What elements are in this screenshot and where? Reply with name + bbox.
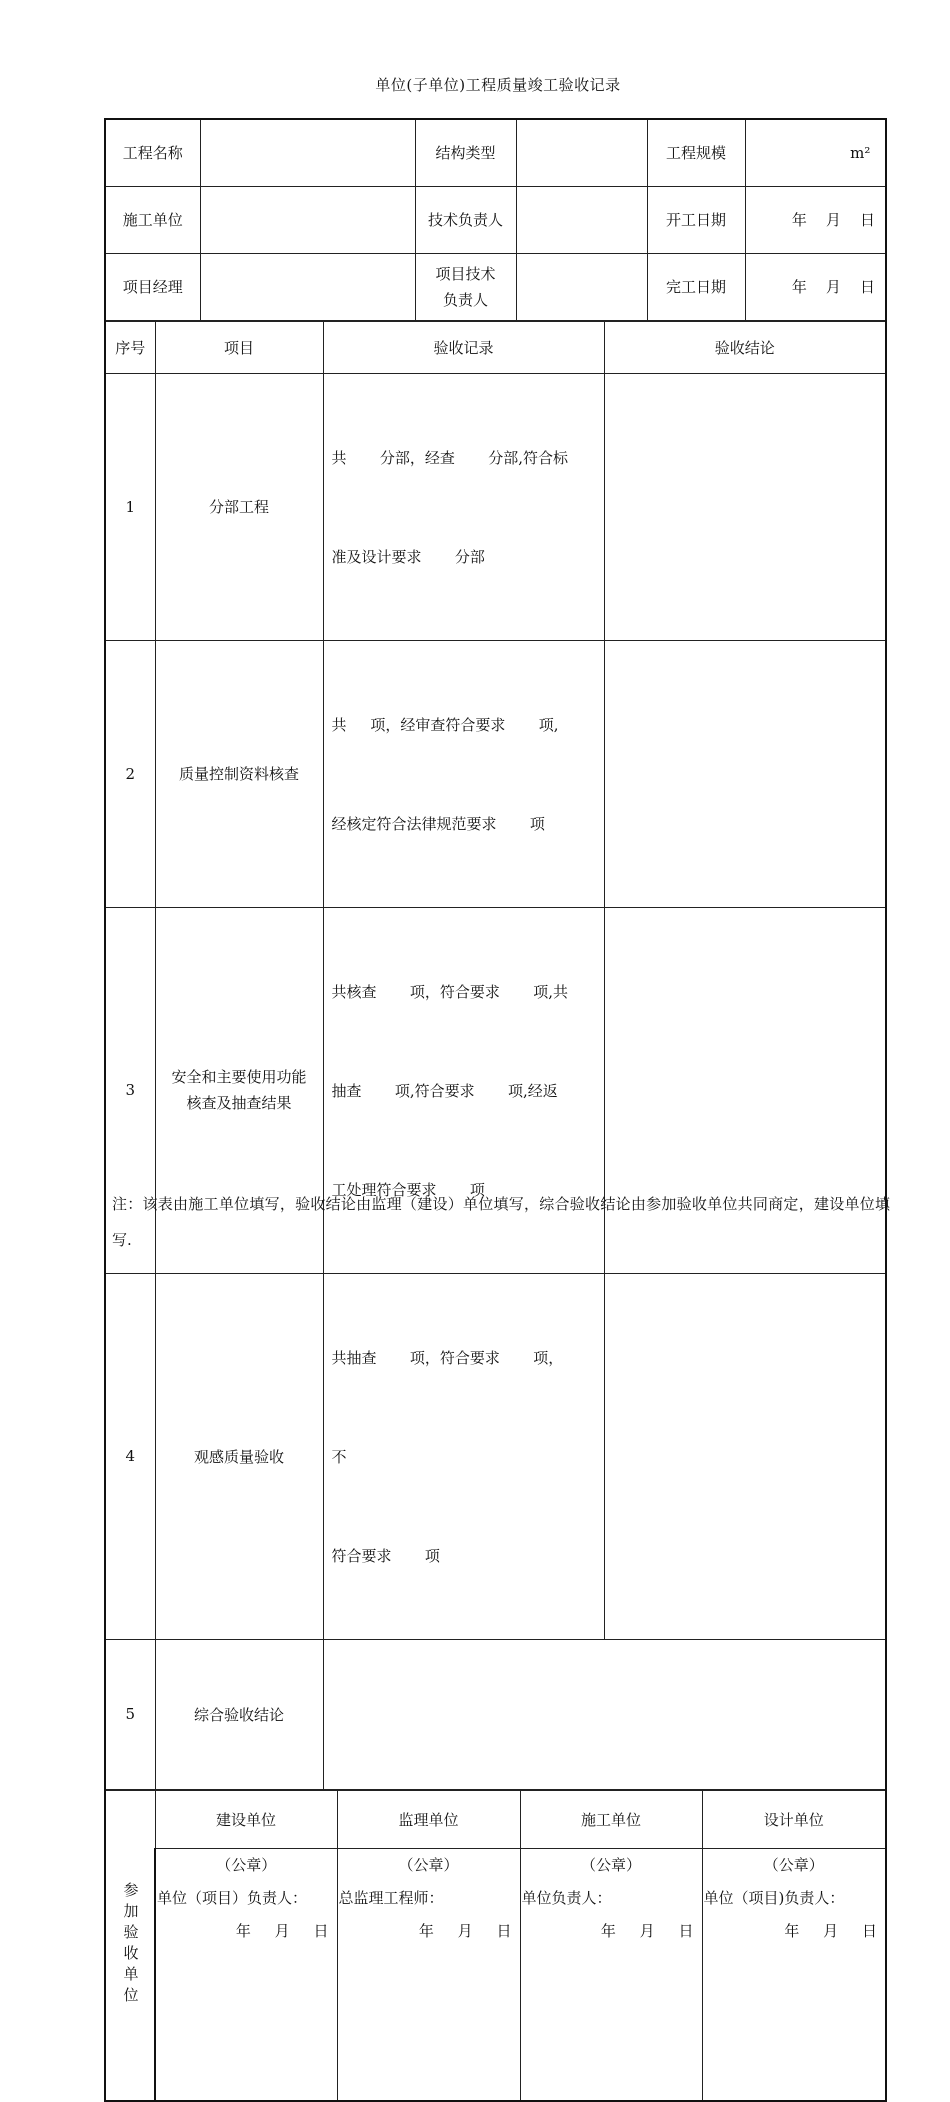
item-name: 质量控制资料核查 (155, 640, 323, 907)
tech-lead-field[interactable] (516, 186, 647, 253)
row-number: 1 (105, 373, 155, 640)
seal-label: （公章） (338, 1849, 520, 1882)
record-line: 经核定符合法律规范要求 项 (332, 808, 596, 841)
header-item: 项目 (155, 321, 323, 373)
row-number: 3 (105, 907, 155, 1273)
participants-label: 参加验收单位 (123, 1882, 138, 2008)
seal-label: （公章） (521, 1849, 702, 1882)
row-number: 4 (105, 1273, 155, 1639)
sign-date: 年 月 日 (338, 1915, 520, 1948)
contractor-field[interactable] (200, 186, 415, 253)
sign-date: 年 月 日 (521, 1915, 702, 1948)
unit-name: 监理单位 (337, 1790, 520, 1848)
item-name: 分部工程 (155, 373, 323, 640)
acceptance-items-table (104, 321, 887, 1790)
tech-lead-label: 技术负责人 (415, 186, 516, 253)
table-row (105, 373, 886, 640)
responsible-person-label: 单位负责人： (521, 1882, 702, 1915)
row-number: 5 (105, 1639, 155, 1789)
acceptance-form (104, 118, 885, 2102)
table-row (105, 1639, 886, 1789)
item-name: 观感质量验收 (155, 1273, 323, 1639)
overall-conclusion-cell[interactable] (323, 1639, 886, 1789)
conclusion-cell[interactable] (604, 640, 886, 907)
record-line: 共 项，经审查符合要求 项, (332, 709, 596, 742)
table-row (105, 640, 886, 907)
start-date-value: 年 月 日 (792, 211, 875, 229)
finish-date-field[interactable] (745, 253, 886, 320)
record-line: 共核查 项，符合要求 项,共 (332, 976, 596, 1009)
structure-type-label: 结构类型 (415, 119, 516, 186)
project-manager-label: 项目经理 (105, 253, 200, 320)
participants-table (104, 1790, 887, 2102)
seal-label: （公章） (156, 1849, 337, 1882)
responsible-person-label: 总监理工程师： (338, 1882, 520, 1915)
table-row (105, 1273, 886, 1639)
record-line: 准及设计要求 分部 (332, 541, 596, 574)
record-line: 共 分部，经查 分部,符合标 (332, 442, 596, 475)
project-scale-field[interactable] (745, 119, 886, 186)
signature-cell-designer[interactable] (702, 1848, 886, 2101)
item-name-line2: 核查及抽查结果 (156, 1090, 323, 1116)
record-cell[interactable] (323, 1273, 604, 1639)
row-number: 2 (105, 640, 155, 907)
structure-type-field[interactable] (516, 119, 647, 186)
record-cell[interactable] (323, 373, 604, 640)
record-line: 不 (332, 1441, 596, 1474)
record-line: 抽查 项,符合要求 项,经返 (332, 1075, 596, 1108)
finish-date-label: 完工日期 (647, 253, 745, 320)
sign-date: 年 月 日 (156, 1915, 337, 1948)
project-tech-lead-label (415, 253, 516, 320)
record-cell[interactable] (323, 640, 604, 907)
unit-name: 设计单位 (702, 1790, 886, 1848)
project-tech-lead-label-line1: 项目技术 (416, 261, 516, 287)
responsible-person-label: 单位（项目）负责人： (156, 1882, 337, 1915)
project-tech-lead-field[interactable] (516, 253, 647, 320)
finish-date-value: 年 月 日 (792, 278, 875, 296)
record-line: 符合要求 项 (332, 1540, 596, 1573)
start-date-label: 开工日期 (647, 186, 745, 253)
start-date-field[interactable] (745, 186, 886, 253)
contractor-label: 施工单位 (105, 186, 200, 253)
unit-name: 建设单位 (155, 1790, 337, 1848)
signature-cell-owner[interactable] (155, 1848, 337, 2101)
project-name-label: 工程名称 (105, 119, 200, 186)
item-name: 综合验收结论 (155, 1639, 323, 1789)
project-info-table (104, 118, 887, 321)
record-line: 共抽查 项，符合要求 项， (332, 1342, 596, 1375)
seal-label: （公章） (703, 1849, 886, 1882)
signature-cell-supervisor[interactable] (337, 1848, 520, 2101)
project-tech-lead-label-line2: 负责人 (416, 287, 516, 313)
page-title: 单位(子单位)工程质量竣工验收记录 (0, 74, 950, 95)
participants-label-cell (105, 1790, 155, 2101)
conclusion-cell[interactable] (604, 373, 886, 640)
item-name-line1: 安全和主要使用功能 (156, 1064, 323, 1090)
unit-name: 施工单位 (520, 1790, 702, 1848)
project-name-field[interactable] (200, 119, 415, 186)
sign-date: 年 月 日 (703, 1915, 886, 1948)
header-conclusion: 验收结论 (604, 321, 886, 373)
footnote: 注：该表由施工单位填写，验收结论由监理（建设）单位填写，综合验收结论由参加验收单位共同商定，建设单位填写. (112, 1186, 890, 1258)
header-no: 序号 (105, 321, 155, 373)
signature-cell-contractor[interactable] (520, 1848, 702, 2101)
project-scale-label: 工程规模 (647, 119, 745, 186)
record-line: 工处理符合要求 项 (332, 1174, 596, 1207)
header-record: 验收记录 (323, 321, 604, 373)
scale-unit: m² (850, 144, 870, 162)
project-manager-field[interactable] (200, 253, 415, 320)
conclusion-cell[interactable] (604, 1273, 886, 1639)
responsible-person-label: 单位（项目)负责人： (703, 1882, 886, 1915)
